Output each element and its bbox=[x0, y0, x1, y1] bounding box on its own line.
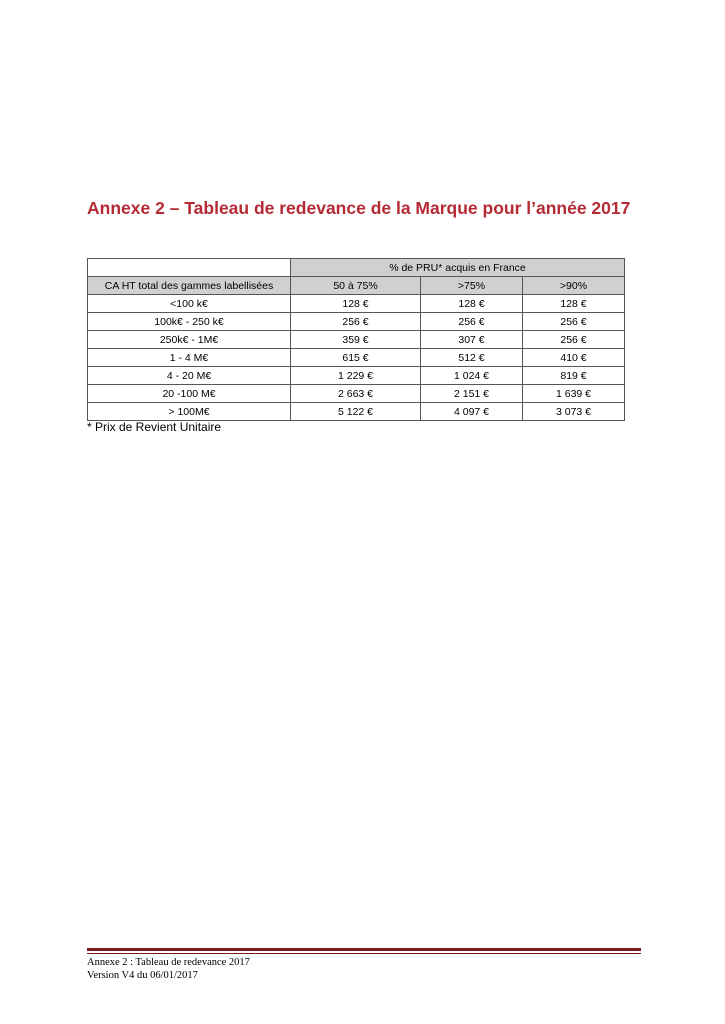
table-row bbox=[88, 403, 625, 421]
table-cell-revenue: 4 - 20 M€ bbox=[88, 367, 291, 385]
table-cell-revenue: <100 k€ bbox=[88, 295, 291, 313]
table-cell: 410 € bbox=[523, 349, 625, 367]
page-footer bbox=[87, 956, 250, 982]
footer-version: Version V4 du 06/01/2017 bbox=[87, 970, 198, 981]
table-cell: 256 € bbox=[291, 313, 421, 331]
table-cell-revenue: 100k€ - 250 k€ bbox=[88, 313, 291, 331]
footer-rule-thin bbox=[87, 953, 641, 954]
table-col-header-revenue: CA HT total des gammes labellisées bbox=[88, 277, 291, 295]
footer-document-title: Annexe 2 : Tableau de redevance 2017 bbox=[87, 957, 250, 968]
table-cell: 128 € bbox=[421, 295, 523, 313]
table-row bbox=[88, 331, 625, 349]
table-cell-revenue: > 100M€ bbox=[88, 403, 291, 421]
table-column-header-row bbox=[88, 277, 625, 295]
table-col-header-90: >90% bbox=[523, 277, 625, 295]
table-cell-revenue: 20 -100 M€ bbox=[88, 385, 291, 403]
table-row bbox=[88, 385, 625, 403]
royalty-table bbox=[87, 258, 625, 421]
table-cell: 256 € bbox=[523, 331, 625, 349]
table-cell: 1 024 € bbox=[421, 367, 523, 385]
table-cell: 4 097 € bbox=[421, 403, 523, 421]
table-cell: 615 € bbox=[291, 349, 421, 367]
table-cell: 307 € bbox=[421, 331, 523, 349]
table-cell: 1 229 € bbox=[291, 367, 421, 385]
table-cell: 512 € bbox=[421, 349, 523, 367]
page-title: Annexe 2 – Tableau de redevance de la Marque pour l’année 2017 bbox=[87, 198, 631, 218]
footer-rule-thick bbox=[87, 948, 641, 951]
table-cell: 819 € bbox=[523, 367, 625, 385]
table-cell: 1 639 € bbox=[523, 385, 625, 403]
table-row bbox=[88, 313, 625, 331]
table-header-blank-cell bbox=[88, 259, 291, 277]
table-cell: 3 073 € bbox=[523, 403, 625, 421]
table-cell: 256 € bbox=[421, 313, 523, 331]
table-group-header: % de PRU* acquis en France bbox=[291, 259, 625, 277]
table-cell: 2 663 € bbox=[291, 385, 421, 403]
table-cell: 2 151 € bbox=[421, 385, 523, 403]
table-cell-revenue: 250k€ - 1M€ bbox=[88, 331, 291, 349]
table-cell: 5 122 € bbox=[291, 403, 421, 421]
table-row bbox=[88, 367, 625, 385]
table-cell: 128 € bbox=[291, 295, 421, 313]
table-cell-revenue: 1 - 4 M€ bbox=[88, 349, 291, 367]
footnote: * Prix de Revient Unitaire bbox=[87, 420, 222, 434]
table-group-header-row bbox=[88, 259, 625, 277]
table-cell: 359 € bbox=[291, 331, 421, 349]
table-row bbox=[88, 295, 625, 313]
table-row bbox=[88, 349, 625, 367]
table-cell: 128 € bbox=[523, 295, 625, 313]
table-col-header-50-75: 50 à 75% bbox=[291, 277, 421, 295]
table-cell: 256 € bbox=[523, 313, 625, 331]
table-col-header-75: >75% bbox=[421, 277, 523, 295]
